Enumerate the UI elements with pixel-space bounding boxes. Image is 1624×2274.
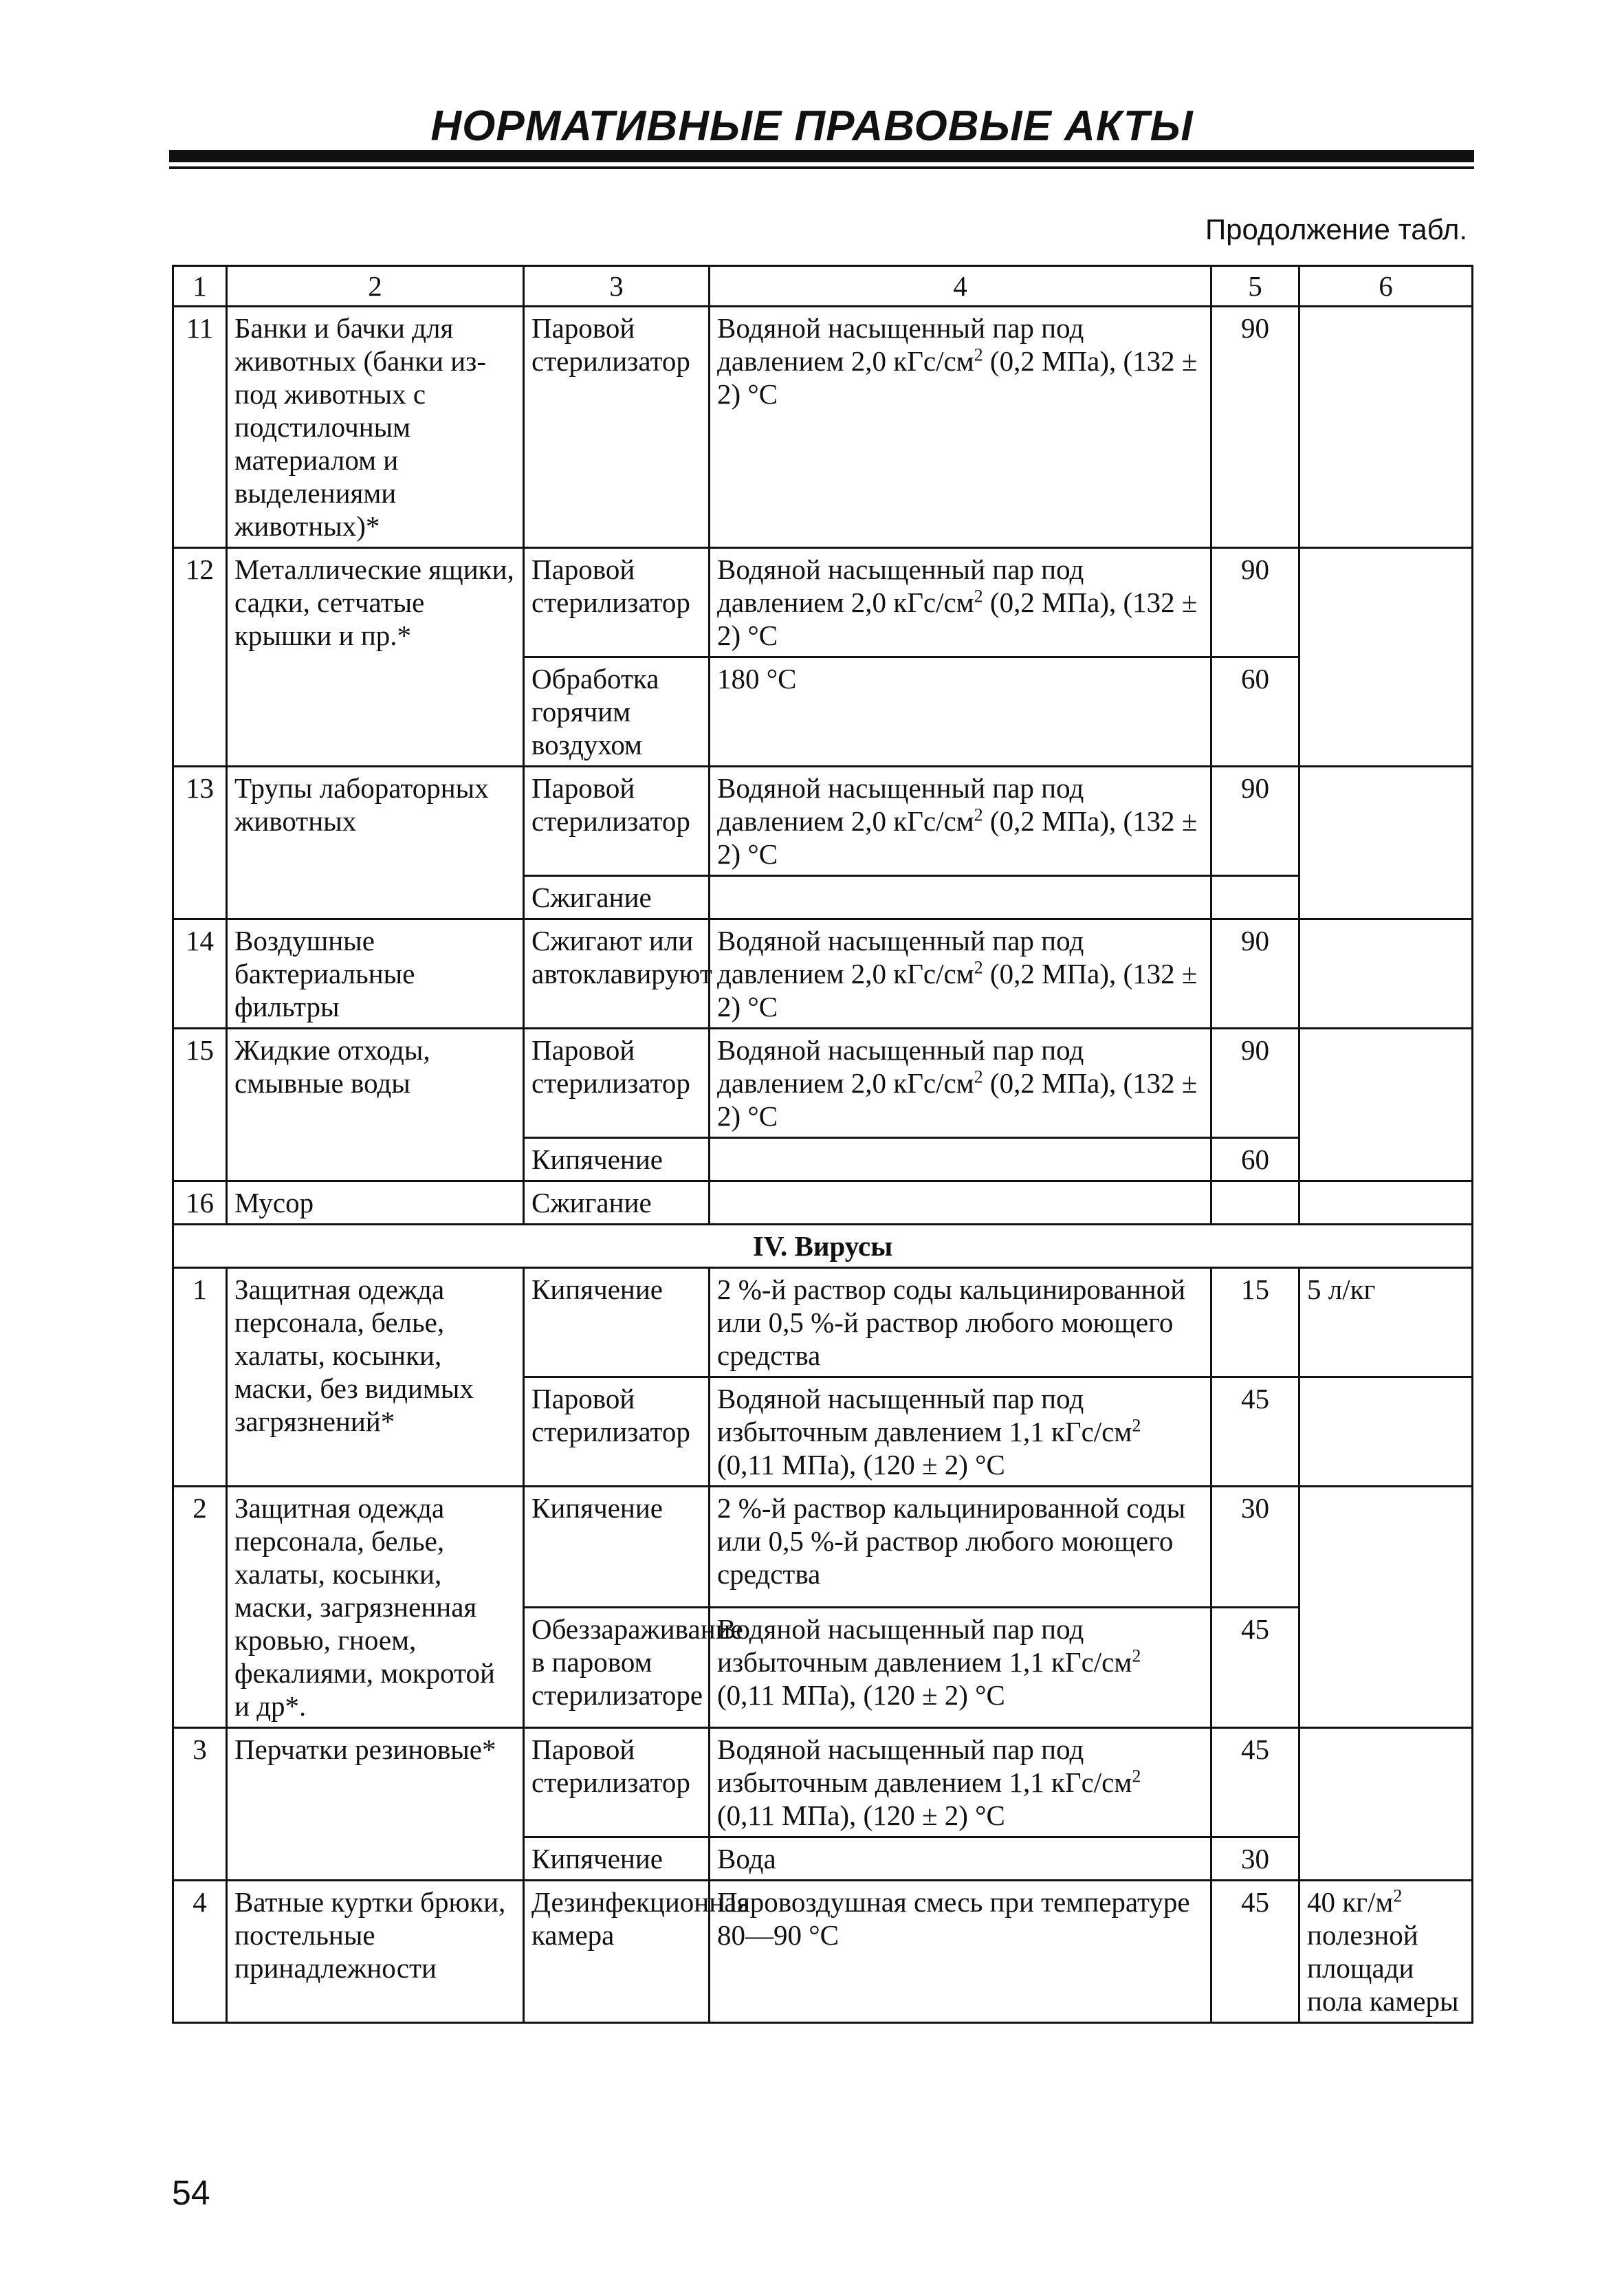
method-cell: Обработка горячим воздухом	[524, 657, 710, 767]
row-number: 14	[173, 919, 227, 1029]
norm-cell	[1299, 1881, 1473, 2023]
agent-cell	[710, 1138, 1211, 1181]
time-cell	[1211, 1181, 1299, 1225]
method-cell: Паровой стерилизатор	[524, 548, 710, 657]
time-cell: 30	[1211, 1487, 1299, 1608]
column-header: 2	[227, 266, 524, 307]
norm-cell	[1299, 1029, 1473, 1181]
table-continuation-label: Продолжение табл.	[1205, 213, 1467, 245]
superscript: 2	[974, 957, 983, 978]
column-header: 1	[173, 266, 227, 307]
object-cell: Металлические ящики, садки, сетчатые крышки и пр.*	[227, 548, 524, 767]
norm-cell: 5 л/кг	[1299, 1268, 1473, 1377]
norm-cell	[1299, 1181, 1473, 1225]
object-cell: Банки и бачки для животных (банки из-под животных с подстилочным материалом и выделениями животных)*	[227, 307, 524, 548]
table-row	[173, 548, 1473, 657]
norm-cell	[1299, 767, 1473, 919]
norm-cell	[1299, 1377, 1473, 1487]
time-cell: 30	[1211, 1837, 1299, 1881]
method-cell: Паровой стерилизатор	[524, 1029, 710, 1138]
table-row	[173, 1029, 1473, 1138]
time-cell: 60	[1211, 1138, 1299, 1181]
agent-cell	[710, 1728, 1211, 1837]
object-cell: Защитная одежда персонала, белье, халаты, косынки, маски, загрязненная кровью, гноем, фекалиями, мокротой и др*.	[227, 1487, 524, 1728]
method-cell: Паровой стерилизатор	[524, 307, 710, 548]
column-header: 4	[710, 266, 1211, 307]
table-row	[173, 1728, 1473, 1837]
agent-cell	[710, 767, 1211, 876]
row-number: 15	[173, 1029, 227, 1181]
agent-text: Водяной насыщенный пар под давлением 2,0 кГс/см	[717, 772, 1084, 837]
agent-text: (0,2 МПа), (132 ± 2) °С	[717, 805, 1198, 870]
object-cell: Воздушные бактериальные фильтры	[227, 919, 524, 1029]
object-cell: Жидкие отходы, смывные воды	[227, 1029, 524, 1181]
page-header-title: НОРМАТИВНЫЕ ПРАВОВЫЕ АКТЫ	[430, 102, 1194, 150]
agent-cell: Паровоздушная смесь при температуре 80—90 °С	[710, 1881, 1211, 2023]
agent-text: Водяной насыщенный пар под давлением 2,0 кГс/см	[717, 554, 1084, 618]
table-row	[173, 1181, 1473, 1225]
table-row	[173, 307, 1473, 548]
agent-cell	[710, 1029, 1211, 1138]
object-cell: Мусор	[227, 1181, 524, 1225]
object-cell: Перчатки резиновые*	[227, 1728, 524, 1881]
method-cell: Сжигают или автоклавируют	[524, 919, 710, 1029]
superscript: 2	[1132, 1645, 1141, 1665]
agent-text: (0,2 МПа), (132 ± 2) °С	[717, 1067, 1198, 1132]
time-cell: 90	[1211, 1029, 1299, 1138]
header-rule-thin	[169, 166, 1474, 169]
norm-cell	[1299, 1728, 1473, 1881]
method-cell: Паровой стерилизатор	[524, 1728, 710, 1837]
page-number: 54	[172, 2174, 210, 2212]
method-cell: Паровой стерилизатор	[524, 767, 710, 876]
norm-cell	[1299, 919, 1473, 1029]
table-row	[173, 1881, 1473, 2023]
superscript: 2	[974, 586, 983, 606]
time-cell: 60	[1211, 657, 1299, 767]
agent-text: Водяной насыщенный пар под избыточным давлением 1,1 кГс/см	[717, 1734, 1132, 1798]
agent-cell	[710, 876, 1211, 919]
column-header: 6	[1299, 266, 1473, 307]
superscript: 2	[974, 1067, 983, 1087]
section-title: IV. Вирусы	[173, 1225, 1473, 1268]
method-cell: Сжигание	[524, 1181, 710, 1225]
agent-cell	[710, 1181, 1211, 1225]
section-row	[173, 1225, 1473, 1268]
agent-text: Водяной насыщенный пар под давлением 2,0 кГс/см	[717, 312, 1084, 377]
agent-cell: Вода	[710, 1837, 1211, 1881]
time-cell: 90	[1211, 548, 1299, 657]
agent-cell	[710, 548, 1211, 657]
row-number: 3	[173, 1728, 227, 1881]
agent-text: (0,11 МПа), (120 ± 2) °С	[717, 1800, 1005, 1831]
table-header-row	[173, 266, 1473, 307]
table-row	[173, 919, 1473, 1029]
norm-cell	[1299, 548, 1473, 767]
norm-cell	[1299, 307, 1473, 548]
agent-text: (0,2 МПа), (132 ± 2) °С	[717, 345, 1198, 410]
time-cell: 45	[1211, 1607, 1299, 1728]
agent-text: (0,11 МПа), (120 ± 2) °С	[717, 1449, 1005, 1480]
time-cell: 90	[1211, 767, 1299, 876]
agent-cell: 2 %-й раствор соды кальцинированной или 0,5 %-й раствор любого моющего средства	[710, 1268, 1211, 1377]
object-cell: Защитная одежда персонала, белье, халаты, косынки, маски, без видимых загрязнений*	[227, 1268, 524, 1487]
disinfection-table	[172, 265, 1473, 2024]
method-cell: Кипячение	[524, 1138, 710, 1181]
agent-text: Водяной насыщенный пар под давлением 2,0 кГс/см	[717, 925, 1084, 990]
object-cell: Трупы лабораторных животных	[227, 767, 524, 919]
table-row	[173, 1487, 1473, 1608]
agent-cell	[710, 1607, 1211, 1728]
method-cell: Дезинфекционная камера	[524, 1881, 710, 2023]
superscript: 2	[1132, 1415, 1141, 1436]
agent-text: Водяной насыщенный пар под избыточным давлением 1,1 кГс/см	[717, 1612, 1132, 1678]
column-header: 3	[524, 266, 710, 307]
table-row	[173, 1268, 1473, 1377]
column-header: 5	[1211, 266, 1299, 307]
row-number: 11	[173, 307, 227, 548]
agent-cell: 180 °С	[710, 657, 1211, 767]
row-number: 4	[173, 1881, 227, 2023]
row-number: 2	[173, 1487, 227, 1728]
method-cell: Обеззараживание в паровом стерилизаторе	[524, 1607, 710, 1728]
norm-text: полезной площади пола камеры	[1307, 1919, 1459, 2017]
row-number: 13	[173, 767, 227, 919]
table-row	[173, 767, 1473, 876]
method-cell: Кипячение	[524, 1268, 710, 1377]
row-number: 16	[173, 1181, 227, 1225]
method-cell: Сжигание	[524, 876, 710, 919]
agent-cell	[710, 307, 1211, 548]
agent-cell: 2 %-й раствор кальцинированной соды или 0,5 %-й раствор любого моющего средства	[710, 1487, 1211, 1608]
row-number: 12	[173, 548, 227, 767]
agent-text: (0,2 МПа), (132 ± 2) °С	[717, 587, 1198, 651]
agent-text: Водяной насыщенный пар под избыточным давлением 1,1 кГс/см	[717, 1383, 1132, 1447]
agent-cell	[710, 919, 1211, 1029]
agent-text: Водяной насыщенный пар под давлением 2,0 кГс/см	[717, 1034, 1084, 1099]
method-cell: Паровой стерилизатор	[524, 1377, 710, 1487]
superscript: 2	[974, 805, 983, 825]
header-rule-thick	[169, 150, 1474, 162]
agent-text: (0,2 МПа), (132 ± 2) °С	[717, 958, 1198, 1023]
time-cell: 90	[1211, 919, 1299, 1029]
time-cell: 45	[1211, 1728, 1299, 1837]
time-cell	[1211, 876, 1299, 919]
object-cell: Ватные куртки брюки, постельные принадлежности	[227, 1881, 524, 2023]
agent-text: (0,11 МПа), (120 ± 2) °С	[717, 1679, 1005, 1711]
superscript: 2	[974, 345, 983, 365]
superscript: 2	[1132, 1766, 1141, 1786]
norm-text: 40 кг/м	[1307, 1886, 1394, 1918]
superscript: 2	[1393, 1885, 1403, 1906]
method-cell: Кипячение	[524, 1837, 710, 1881]
time-cell: 15	[1211, 1268, 1299, 1377]
time-cell: 45	[1211, 1881, 1299, 2023]
time-cell: 45	[1211, 1377, 1299, 1487]
norm-cell	[1299, 1487, 1473, 1728]
method-cell: Кипячение	[524, 1487, 710, 1608]
agent-cell	[710, 1377, 1211, 1487]
row-number: 1	[173, 1268, 227, 1487]
time-cell: 90	[1211, 307, 1299, 548]
